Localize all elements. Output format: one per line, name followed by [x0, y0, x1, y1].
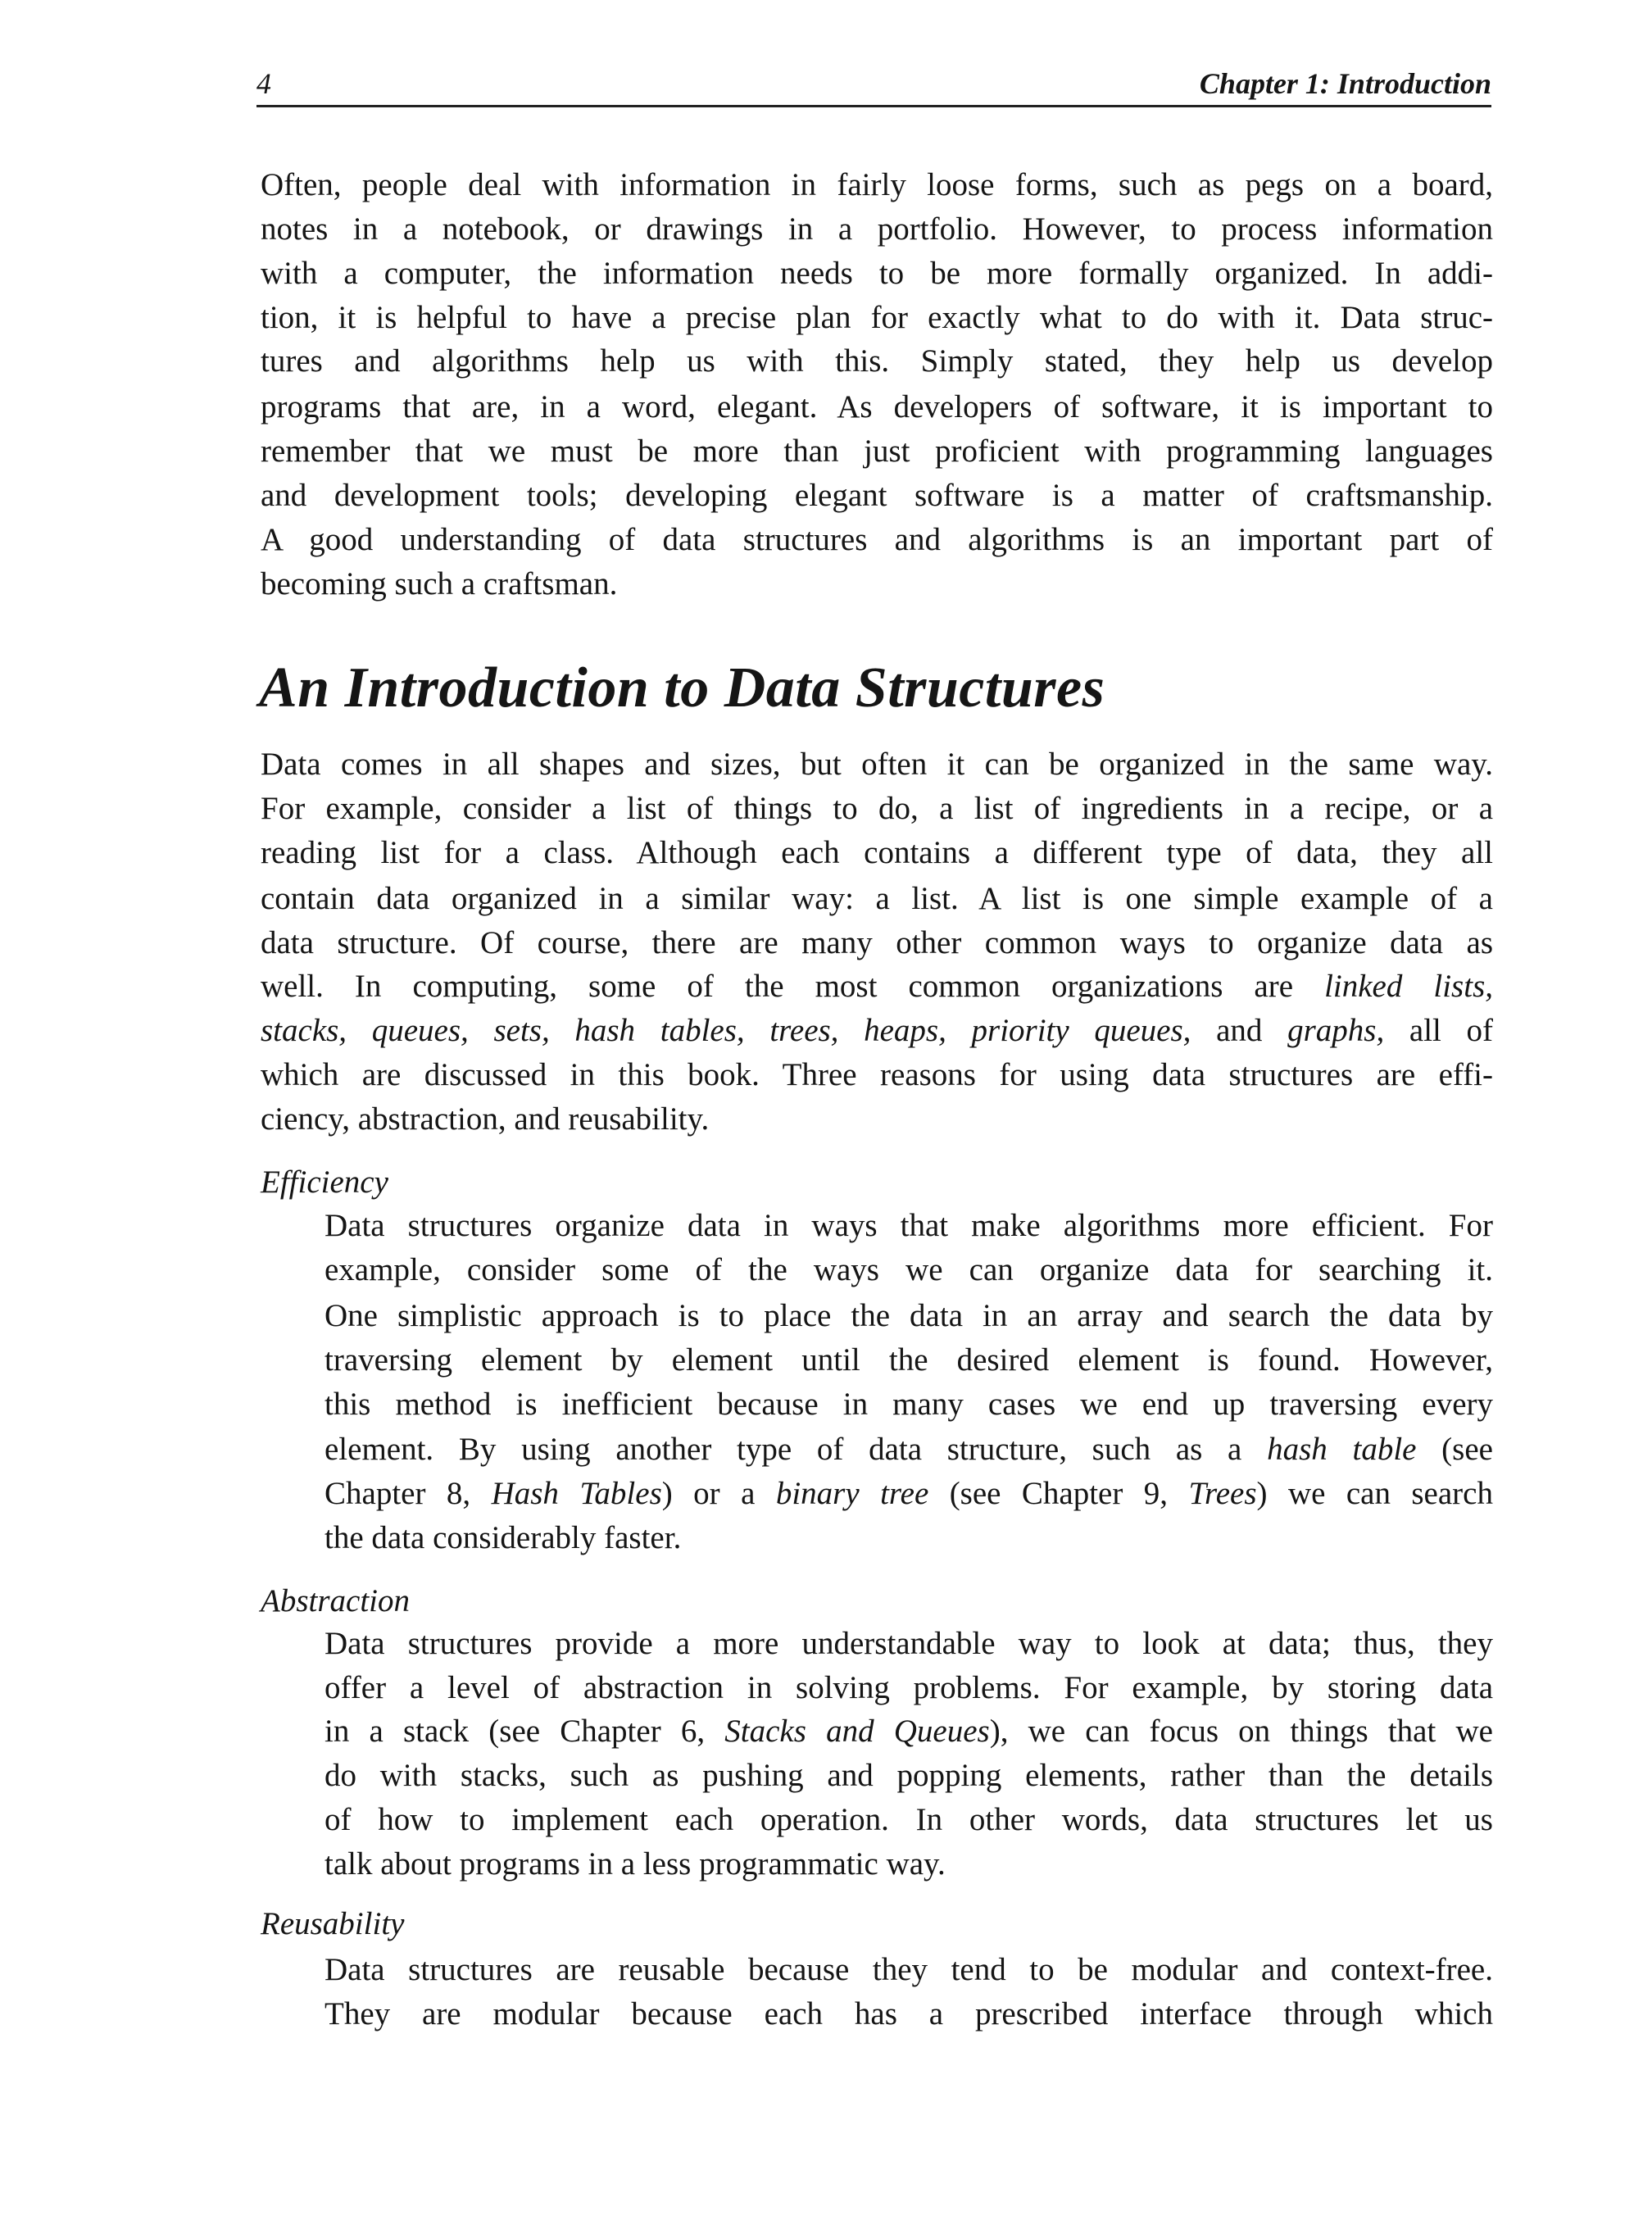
- term-label-reusability: Reusability: [261, 1906, 405, 1941]
- text-run: all of: [1384, 1013, 1494, 1048]
- term-definition-line: offer a level of abstraction in solving problems. For example, by storing data: [324, 1670, 1493, 1705]
- text-run: ) or a: [661, 1476, 776, 1511]
- term-definition-line: talk about programs in a less programmatic way.: [324, 1846, 946, 1882]
- paragraph-line: remember that we must be more than just proficient with programming languages: [261, 434, 1493, 469]
- italic-term: binary tree: [775, 1476, 929, 1511]
- term-definition-line: of how to implement each operation. In other words, data structures let us: [324, 1802, 1493, 1837]
- text-run: and: [1191, 1013, 1288, 1048]
- text-run: ), we can focus on things that we: [989, 1714, 1493, 1749]
- paragraph-line: and development tools; developing elegant software is a matter of craftsmanship.: [261, 478, 1493, 513]
- italic-term: linked lists,: [1324, 969, 1493, 1004]
- section-heading: An Introduction to Data Structures: [259, 656, 1105, 720]
- paragraph-line: [261, 1009, 1493, 1053]
- text-run: ) we can search: [1256, 1476, 1493, 1511]
- text-run: (see Chapter 9,: [928, 1476, 1189, 1511]
- term-definition-line: Data structures are reusable because they tend to be modular and context-free.: [324, 1952, 1493, 1987]
- italic-term: stacks, queues, sets, hash tables, trees, heaps, priority queues,: [261, 1013, 1191, 1048]
- header-rule: [256, 105, 1491, 107]
- term-definition-line: traversing element by element until the desired element is found. However,: [324, 1342, 1493, 1378]
- paragraph-line: A good understanding of data structures and algorithms is an important part of: [261, 522, 1493, 557]
- term-definition-line: One simplistic approach is to place the data in an array and search the data by: [324, 1298, 1493, 1333]
- text-run: well. In computing, some of the most common organizations are: [261, 969, 1325, 1004]
- text-run: (see: [1416, 1432, 1493, 1467]
- paragraph-line: ciency, abstraction, and reusability.: [261, 1101, 710, 1137]
- text-run: Chapter 8,: [324, 1476, 492, 1511]
- term-definition-line: Data structures organize data in ways that make algorithms more efficient. For: [324, 1208, 1493, 1243]
- term-label-abstraction: Abstraction: [261, 1583, 410, 1618]
- italic-term: Hash Tables: [491, 1476, 662, 1511]
- paragraph-line: For example, consider a list of things to do, a list of ingredients in a recipe, or a: [261, 791, 1493, 826]
- term-definition-line: [324, 1472, 1493, 1516]
- term-definition-line: [324, 1709, 1493, 1754]
- paragraph-line: tion, it is helpful to have a precise plan for exactly what to do with it. Data struc-: [261, 300, 1493, 335]
- text-run: element. By using another type of data structure, such as a: [324, 1432, 1268, 1467]
- italic-term: graphs,: [1287, 1013, 1385, 1048]
- paragraph-line: Often, people deal with information in fairly loose forms, such as pegs on a board,: [261, 167, 1493, 202]
- paragraph-line: notes in a notebook, or drawings in a portfolio. However, to process information: [261, 211, 1493, 247]
- term-definition-line: do with stacks, such as pushing and popping elements, rather than the details: [324, 1758, 1493, 1793]
- paragraph-line: which are discussed in this book. Three reasons for using data structures are effi-: [261, 1057, 1493, 1092]
- term-label-efficiency: Efficiency: [261, 1164, 388, 1200]
- term-definition-line: Data structures provide a more understandable way to look at data; thus, they: [324, 1626, 1493, 1661]
- term-definition-line: example, consider some of the ways we can organize data for searching it.: [324, 1252, 1493, 1287]
- term-definition-line: the data considerably faster.: [324, 1520, 682, 1555]
- running-header-chapter-title: Chapter 1: Introduction: [1199, 67, 1491, 100]
- paragraph-line: Data comes in all shapes and sizes, but often it can be organized in the same way.: [261, 747, 1493, 782]
- italic-term: Trees: [1188, 1476, 1257, 1511]
- paragraph-line: reading list for a class. Although each contains a different type of data, they all: [261, 835, 1493, 870]
- paragraph-line: with a computer, the information needs to be more formally organized. In addi-: [261, 256, 1493, 291]
- paragraph-line: contain data organized in a similar way: a list. A list is one simple example of a: [261, 881, 1493, 916]
- term-definition-line: this method is inefficient because in many cases we end up traversing every: [324, 1387, 1493, 1422]
- term-definition-line: They are modular because each has a prescribed interface through which: [324, 1996, 1493, 2032]
- italic-term: hash table: [1267, 1432, 1417, 1467]
- paragraph-line: programs that are, in a word, elegant. As developers of software, it is important to: [261, 389, 1493, 424]
- page-number: 4: [256, 67, 271, 100]
- paragraph-line: data structure. Of course, there are many other common ways to organize data as: [261, 925, 1493, 960]
- italic-term: Stacks and Queues: [724, 1714, 990, 1749]
- paragraph-line: [261, 965, 1493, 1009]
- text-run: in a stack (see Chapter 6,: [324, 1714, 725, 1749]
- term-definition-line: [324, 1428, 1493, 1472]
- paragraph-line: tures and algorithms help us with this. Simply stated, they help us develop: [261, 343, 1493, 379]
- paragraph-line: becoming such a craftsman.: [261, 566, 618, 602]
